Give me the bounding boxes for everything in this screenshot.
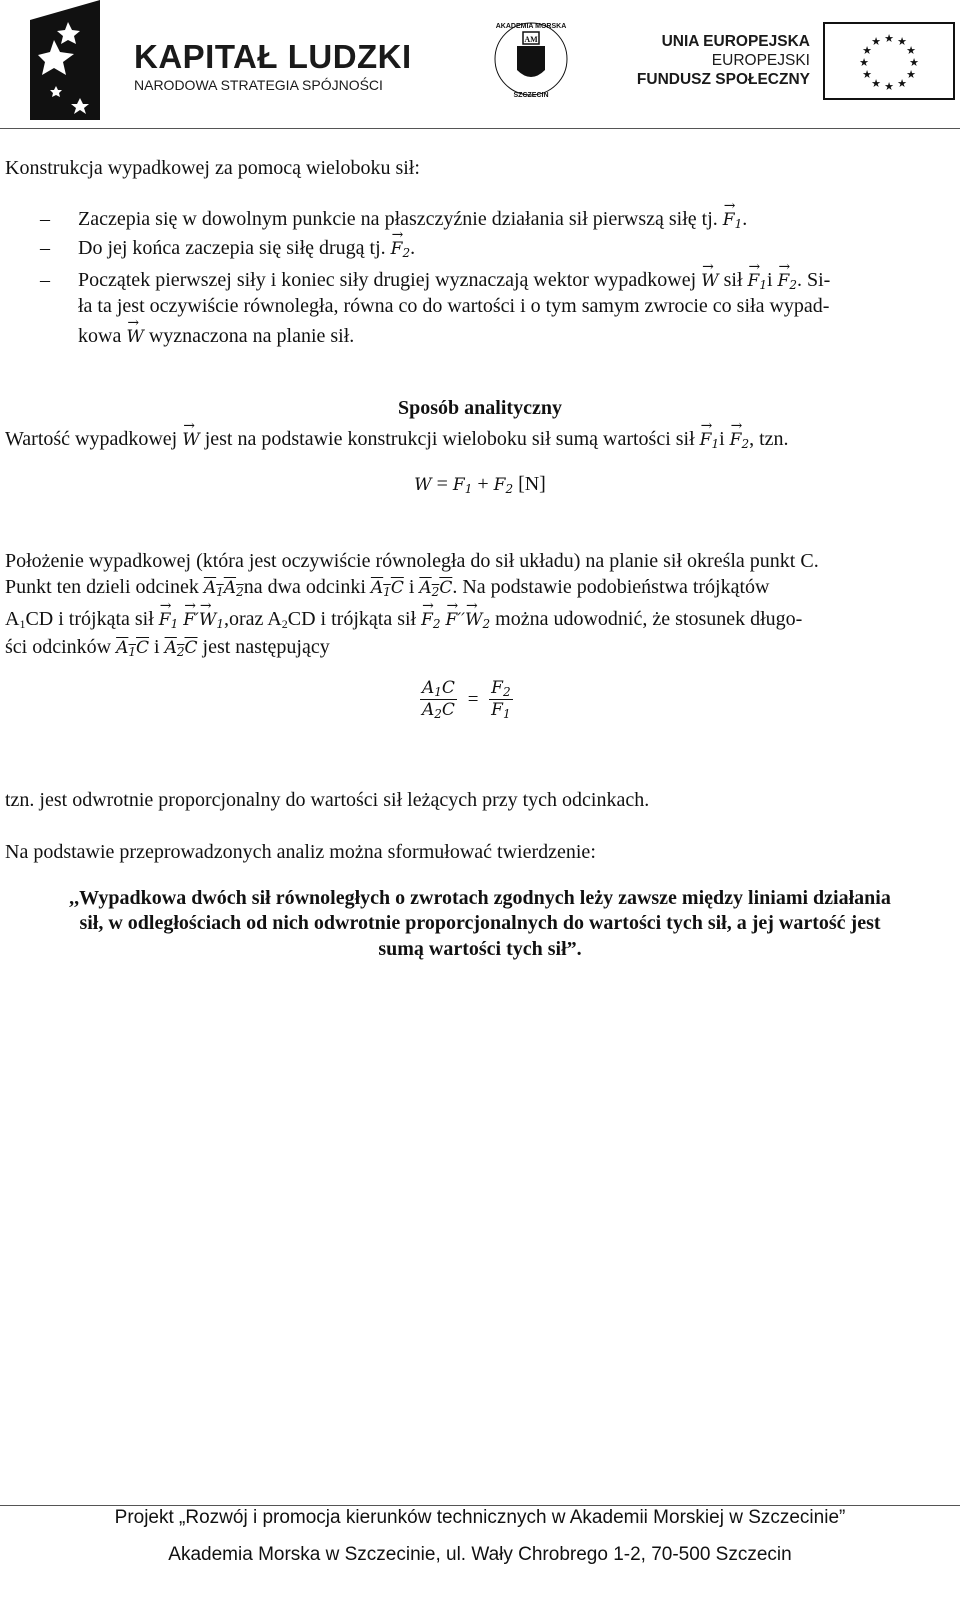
footer-project: Projekt „Rozwój i promocja kierunków technicznych w Akademii Morskiej w Szczecinie” [114, 1507, 846, 1528]
bullet-3-line3: kowa → W wyznaczona na planie sił. [78, 322, 354, 351]
bullet-3-line2: ła ta jest oczywiście równoległa, równa co do wartości i o tym samym zwrocie co siła wypad- [78, 295, 830, 317]
theorem-line3: sumą wartości tych sił”. [378, 938, 582, 960]
svg-text:★: ★ [862, 44, 872, 57]
position-line1: Położenie wypadkowej (która jest oczywiście równoległa do sił układu) na planie sił określa punkt C. [5, 550, 819, 572]
bullet-dash: – [40, 208, 50, 230]
position-line3: $A_1CD$ i trójkąta sił → $F_1 \to F'\to$ $W_1,oraz$ $A_2CD$ i trójkąta sił → $F_2 \to F''\to W_2$ można udowodnić, że stosunek długo- [5, 605, 802, 638]
svg-text:★: ★ [859, 56, 869, 69]
am-text-bottom: SZCZECIN [513, 92, 549, 99]
theorem-line2: sił, w odległościach od nich odwrotnie proporcjonalnych do wartości tych sił, a jej wartość jest [79, 912, 881, 934]
sum-formula: $W = F_1 + F_2$ [N] [414, 473, 546, 496]
am-text-top: AKADEMIA MORSKA [495, 23, 567, 30]
position-line2: Punkt ten dzieli odcinek $A_1A_2na$ dwa odcinki $A_1C$ i $A_2C$. Na podstawie podobieństwa trójkątów [5, 576, 770, 599]
ue-line3: FUNDUSZ SPOŁECZNY [636, 71, 810, 88]
theorem-line1: ,,Wypadkowa dwóch sił równoległych o zwrotach zgodnych leży zawsze między liniami działania [69, 887, 891, 909]
analysis-text: Na podstawie przeprowadzonych analiz można sformułować twierdzenie: [5, 841, 596, 863]
kapital-ludzki-logo-icon [30, 0, 100, 120]
am-initials: AM [524, 35, 538, 44]
ue-line1: UNIA EUROPEJSKA [661, 33, 810, 50]
header-divider [0, 128, 960, 129]
ue-line2: EUROPEJSKI [711, 52, 810, 69]
svg-text:★: ★ [862, 68, 872, 81]
svg-text:★: ★ [871, 77, 881, 90]
svg-text:★: ★ [909, 56, 919, 69]
bullet-1-text: Zaczepia się w dowolnym punkcie na płaszczyźnie działania sił pierwszą siłę tj. [78, 208, 718, 230]
svg-text:★: ★ [906, 68, 916, 81]
svg-text:★: ★ [906, 44, 916, 57]
ratio-formula: $\frac{A_1C}{A_2C}$ = $\frac{F_2}{F_1}$ [422, 678, 511, 721]
bullet-2: Do jej końca zaczepia się siłę drugą tj. → $F_2$. [78, 234, 415, 267]
analytic-line: Wartość wypadkowej → W jest na podstawie konstrukcji wieloboku sił sumą wartości sił → $F_1i \to F_2$, tzn. [5, 425, 789, 458]
ue-text-block [615, 32, 810, 89]
bullet-3-line1: Początek pierwszej siły i koniec siły drugiej wyznaczają wektor wypadkowej → W sił → $F_1i \to F_2$. Si- [78, 266, 830, 299]
position-line4: ści odcinków $A_1C$ i $A_2C$ jest następujący [5, 636, 330, 659]
footer-divider [0, 1505, 960, 1506]
bullet-dash: – [40, 237, 50, 259]
eu-flag-icon [823, 22, 955, 100]
conclusion-text: tzn. jest odwrotnie proporcjonalny do wartości sił leżących przy tych odcinkach. [5, 789, 650, 811]
kapital-ludzki-subtitle: NARODOWA STRATEGIA SPÓJNOŚCI [134, 77, 383, 93]
intro-text: Konstrukcja wypadkowej za pomocą wieloboku sił: [5, 157, 420, 179]
bullet-2-text: Do jej końca zaczepia się siłę drugą tj. [78, 237, 386, 259]
akademia-morska-emblem-icon [493, 18, 569, 100]
svg-text:★: ★ [884, 80, 894, 93]
svg-text:★: ★ [884, 32, 894, 45]
footer-address: Akademia Morska w Szczecinie, ul. Wały Chrobrego 1-2, 70-500 Szczecin [168, 1544, 792, 1565]
kapital-ludzki-title: KAPITAŁ LUDZKI [134, 38, 412, 75]
bullet-1: Zaczepia się w dowolnym punkcie na płaszczyźnie działania sił pierwszą siłę tj. → $F_1$. [78, 205, 747, 238]
svg-text:★: ★ [871, 35, 881, 48]
svg-text:★: ★ [897, 77, 907, 90]
svg-text:★: ★ [897, 35, 907, 48]
section-heading: Sposób analityczny [398, 397, 562, 419]
bullet-dash: – [40, 269, 50, 291]
